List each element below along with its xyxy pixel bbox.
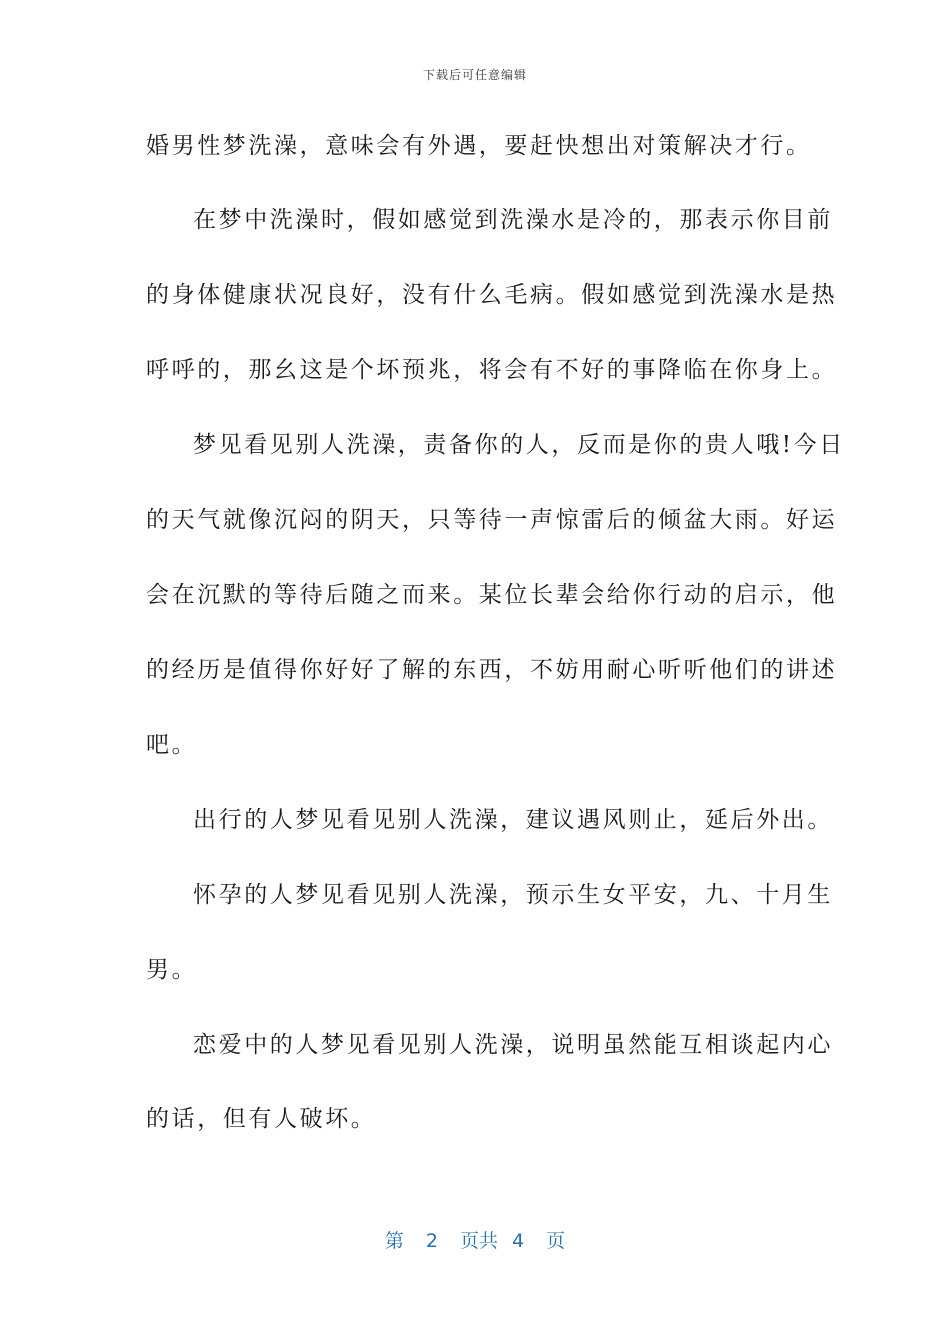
paragraph-line: 恋爱中的人梦见看见别人洗澡，说明虽然能互相谈起内心	[193, 1032, 833, 1058]
footer-prefix: 第	[384, 1230, 404, 1252]
paragraph-line: 婚男性梦洗澡，意味会有外遇，要赶快想出对策解决才行。	[146, 133, 812, 159]
total-page-number: 4	[512, 1230, 525, 1252]
paragraph-line: 的天气就像沉闷的阴天，只等待一声惊雷后的倾盆大雨。好运	[146, 507, 838, 533]
paragraph-line: 怀孕的人梦见看见别人洗澡，预示生女平安，九、十月生	[193, 882, 833, 908]
paragraph-line: 会在沉默的等待后随之而来。某位长辈会给你行动的启示，他	[146, 582, 838, 608]
paragraph-line: 男。	[146, 957, 198, 983]
paragraph-line: 的经历是值得你好好了解的东西，不妨用耐心听听他们的讲述	[146, 657, 838, 683]
paragraph-line: 梦见看见别人洗澡，责备你的人，反而是你的贵人哦!今日	[193, 432, 845, 458]
paragraph-line: 在梦中洗澡时，假如感觉到洗澡水是冷的，那表示你目前	[193, 207, 833, 233]
footer-suffix: 页	[546, 1230, 566, 1252]
paragraph-line: 呼呼的，那幺这是个坏预兆，将会有不好的事降临在你身上。	[146, 357, 838, 383]
paragraph-line: 出行的人梦见看见别人洗澡，建议遇风则止，延后外出。	[193, 807, 833, 833]
paragraph-line: 的话，但有人破坏。	[146, 1106, 377, 1132]
paragraph-line: 的身体健康状况良好，没有什么毛病。假如感觉到洗澡水是热	[146, 282, 838, 308]
paragraph-line: 吧。	[146, 732, 198, 758]
footer-middle: 页共	[459, 1230, 498, 1252]
page-header: 下载后可任意编辑	[422, 68, 527, 82]
current-page-number: 2	[425, 1230, 438, 1252]
page-footer	[0, 1226, 950, 1253]
